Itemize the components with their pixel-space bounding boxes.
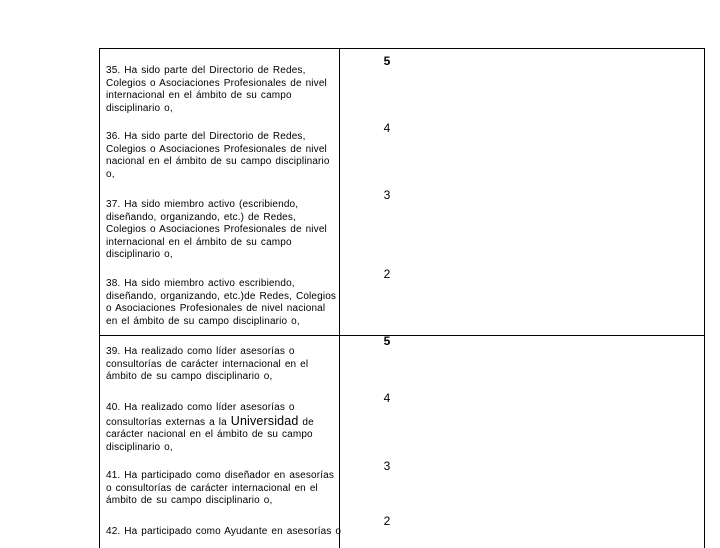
- question-40-post: de carácter nacional en el ámbito de su campo disciplinario o,: [106, 416, 314, 453]
- score-39: 5: [383, 334, 391, 348]
- score-41: 3: [383, 459, 391, 473]
- question-40-university: Universidad: [230, 413, 299, 428]
- score-42: 2: [383, 514, 391, 528]
- question-35: 35. Ha sido parte del Directorio de Redes, Colegios o Asociaciones Profesionales de nivel internacional en el ámbito de su campo disciplinario o,: [106, 65, 327, 114]
- question-40: [106, 402, 338, 454]
- score-38: 2: [383, 267, 391, 281]
- question-40-pre: 40. Ha realizado como líder asesorías o consultorías externas a la: [106, 402, 295, 428]
- question-37: 37. Ha sido miembro activo (escribiendo, diseñando, organizando, etc.) de Redes, Colegios o Asociaciones Profesionales de nivel internacional en el ámbito de su campo disciplinario o,: [106, 199, 327, 260]
- column-divider: [339, 49, 340, 548]
- score-35: 5: [383, 54, 391, 68]
- question-36: 36. Ha sido parte del Directorio de Redes, Colegios o Asociaciones Profesionales de nivel nacional en el ámbito de su campo disciplinario o,: [106, 131, 330, 180]
- rubric-table: [99, 48, 705, 548]
- question-42: 42. Ha participado como Ayudante en asesorías o: [106, 526, 342, 537]
- question-38: 38. Ha sido miembro activo escribiendo, diseñando, organizando, etc.)de Redes, Colegios o Asociaciones Profesionales de nivel nacional en el ámbito de su campo disciplinario o,: [106, 278, 337, 327]
- question-39: 39. Ha realizado como líder asesorías o consultorías de carácter internacional en el ámbito de su campo disciplinario o,: [106, 346, 309, 382]
- section-divider: [100, 335, 704, 336]
- score-36: 4: [383, 121, 391, 135]
- score-40: 4: [383, 391, 391, 405]
- score-37: 3: [383, 188, 391, 202]
- question-41: 41. Ha participado como diseñador en asesorías o consultorías de carácter internacional en el ámbito de su campo disciplinario o,: [106, 470, 335, 506]
